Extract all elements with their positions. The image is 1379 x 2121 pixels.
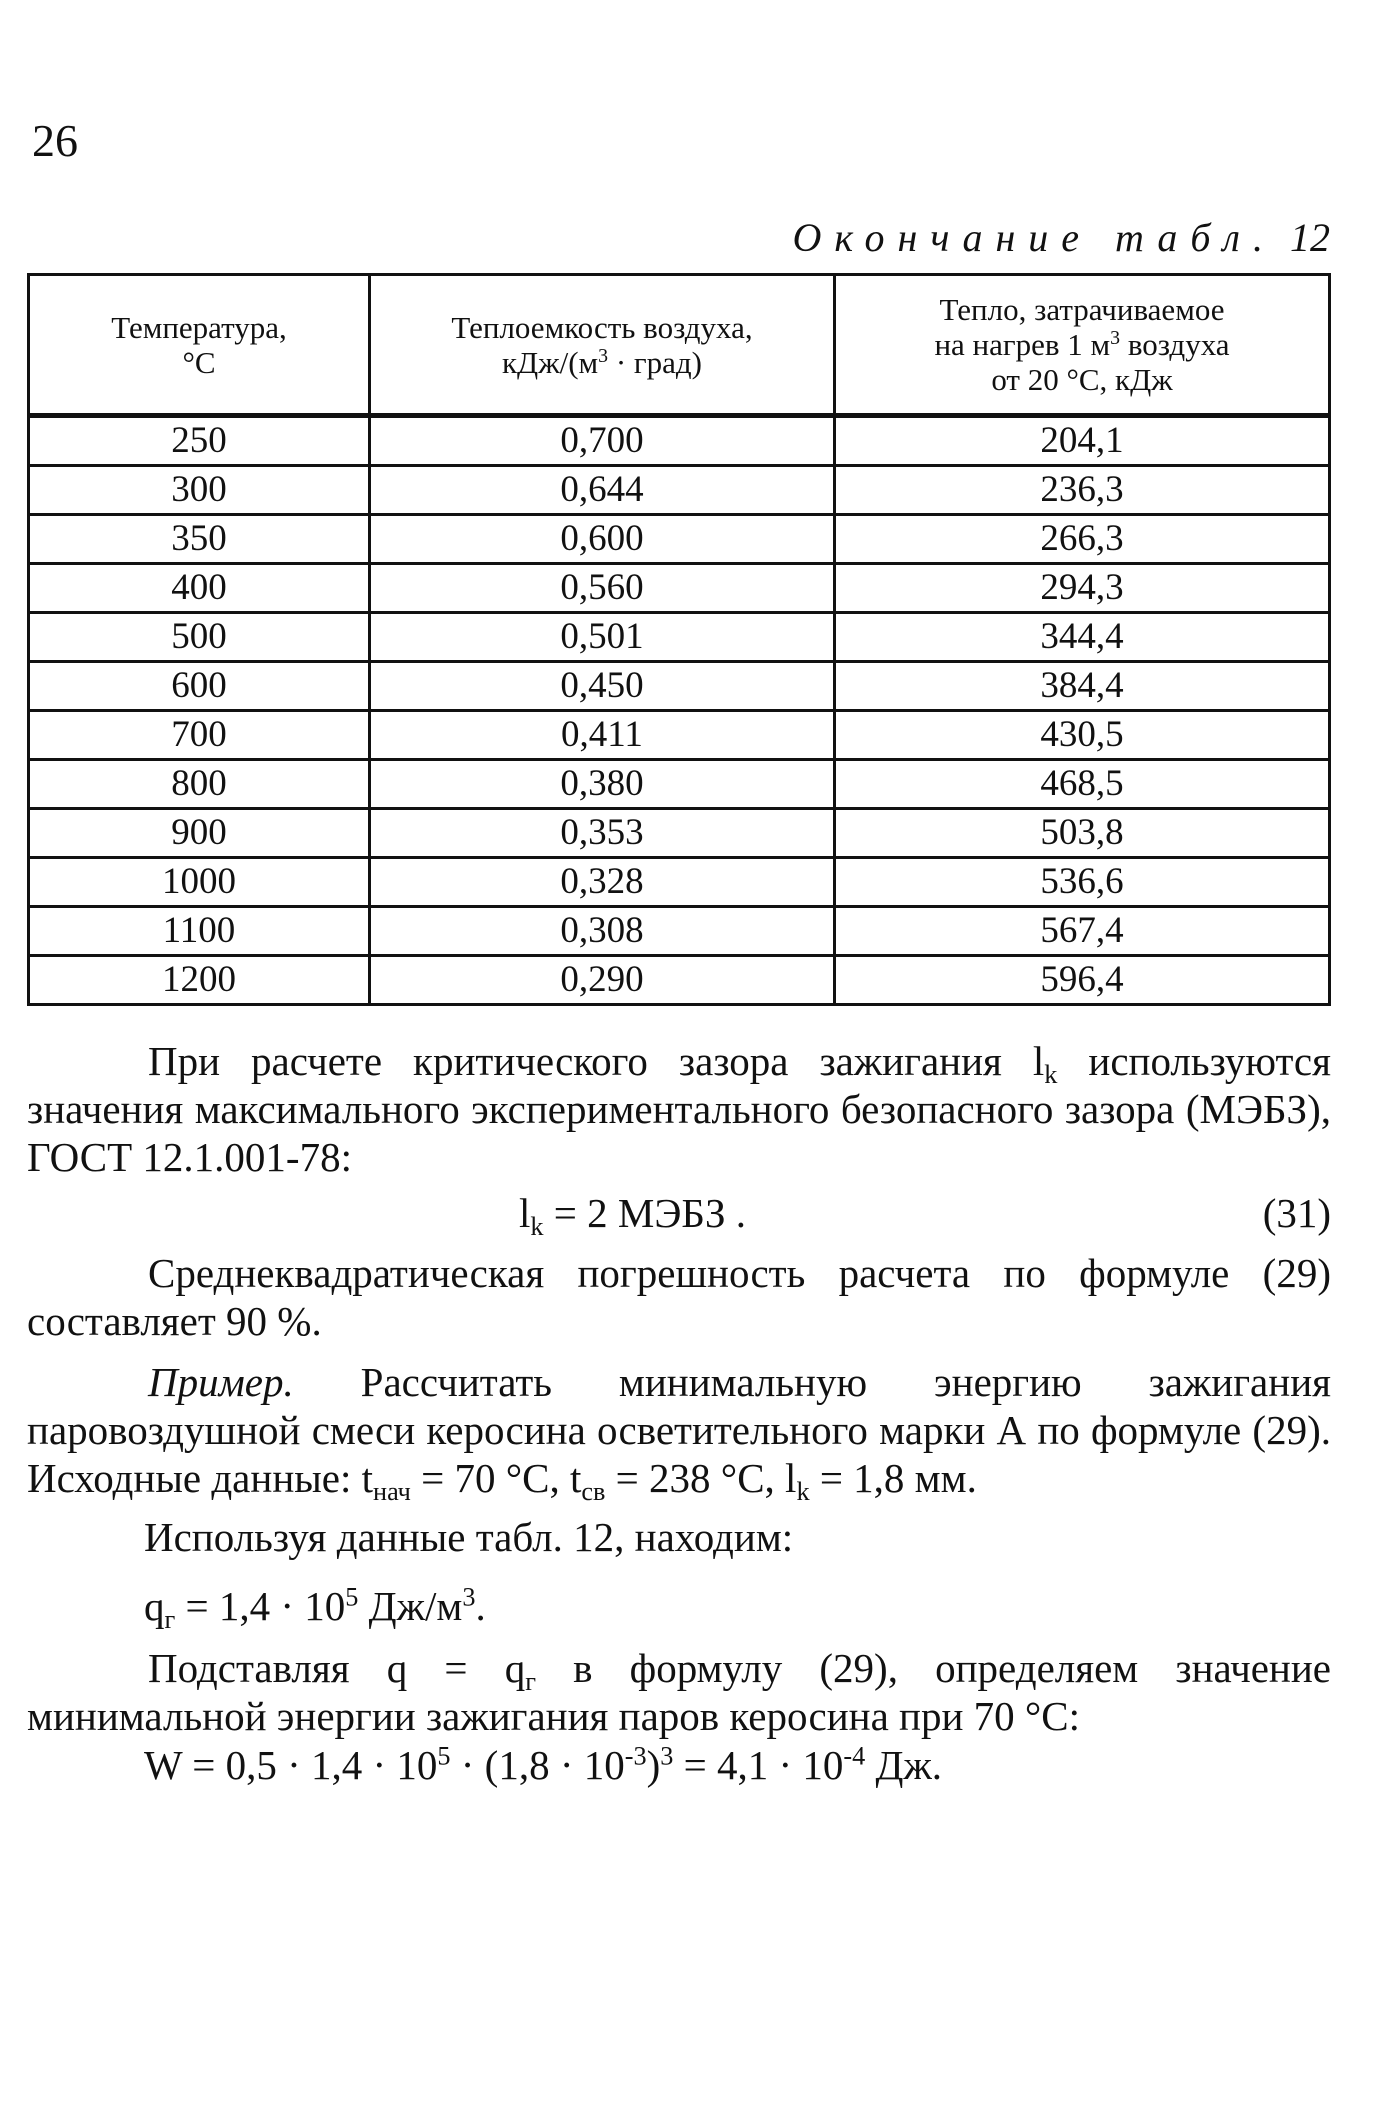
cell-heat-capacity: 0,290 [370, 956, 835, 1005]
table-row [29, 416, 1330, 466]
cell-temperature: 800 [29, 760, 370, 809]
formula-31-expression: $l_k = 2$ МЭБЗ . [519, 1190, 747, 1241]
cell-temperature: 250 [29, 416, 370, 466]
cell-heat-spent: 536,6 [835, 858, 1330, 907]
table-caption [792, 215, 1330, 260]
paragraph-substitute: Подставляя $q = q_г$ в формулу (29), определяем значение минимальной энергии зажигания паров керосина при 70 °С: [27, 1645, 1331, 1739]
paragraph-example: Пример. Рассчитать минимальную энергию зажигания паровоздушной смеси керосина осветительного марки А по формуле (29). Исходные данные: $t_{нач} = 70$ °С, $t_{св} = 238$ °С, $l_k = 1,8$ мм. [27, 1359, 1331, 1506]
table-row [29, 662, 1330, 711]
cell-temperature: 300 [29, 466, 370, 515]
cell-temperature: 700 [29, 711, 370, 760]
cell-heat-spent: 596,4 [835, 956, 1330, 1005]
formula-31-number: (31) [1262, 1190, 1331, 1236]
table-row [29, 515, 1330, 564]
table-row [29, 907, 1330, 956]
table-row [29, 466, 1330, 515]
cell-heat-spent: 430,5 [835, 711, 1330, 760]
table-row [29, 613, 1330, 662]
example-label: Пример. [148, 1359, 294, 1405]
table-row [29, 564, 1330, 613]
cell-heat-spent: 294,3 [835, 564, 1330, 613]
header-temperature: Температура, °С [29, 275, 370, 416]
formula-31 [27, 1189, 1331, 1241]
cell-heat-spent: 236,3 [835, 466, 1330, 515]
table-body [29, 416, 1330, 1005]
header-heat-capacity: Теплоемкость воздуха, кДж/($м^3$ · град) [370, 275, 835, 416]
cell-heat-spent: 384,4 [835, 662, 1330, 711]
cell-temperature: 350 [29, 515, 370, 564]
cell-heat-capacity: 0,380 [370, 760, 835, 809]
table-caption-number: 12 [1290, 215, 1330, 260]
cell-heat-capacity: 0,411 [370, 711, 835, 760]
paragraph-critical-gap: При расчете критического зазора зажигания $l_k$ используются значения максимального экспериментального безопасного зазора (МЭБЗ), ГОСТ 12.1.001-78: [27, 1038, 1331, 1180]
cell-heat-capacity: 0,450 [370, 662, 835, 711]
cell-heat-spent: 468,5 [835, 760, 1330, 809]
cell-heat-capacity: 0,644 [370, 466, 835, 515]
table-row [29, 711, 1330, 760]
header-heat-spent: Тепло, затрачиваемое на нагрев 1 $м^3$ воздуха от 20 °С, кДж [835, 275, 1330, 416]
cell-heat-capacity: 0,560 [370, 564, 835, 613]
cell-temperature: 1000 [29, 858, 370, 907]
q-formula: $q_г = 1,4 \cdot 10^5$ $Дж/м^3$. [144, 1582, 486, 1634]
table-header-row [29, 275, 1330, 416]
paragraph-using-data: Используя данные табл. 12, находим: [144, 1514, 794, 1560]
cell-heat-capacity: 0,700 [370, 416, 835, 466]
table-row [29, 809, 1330, 858]
cell-heat-capacity: 0,353 [370, 809, 835, 858]
table-row [29, 858, 1330, 907]
cell-temperature: 1200 [29, 956, 370, 1005]
table-caption-text: Окончание табл. [792, 215, 1276, 260]
table-row [29, 956, 1330, 1005]
cell-heat-capacity: 0,328 [370, 858, 835, 907]
cell-temperature: 1100 [29, 907, 370, 956]
cell-heat-capacity: 0,600 [370, 515, 835, 564]
cell-heat-spent: 503,8 [835, 809, 1330, 858]
data-table [27, 273, 1331, 1006]
cell-heat-spent: 567,4 [835, 907, 1330, 956]
cell-heat-spent: 204,1 [835, 416, 1330, 466]
paragraph-error: Среднеквадратическая погрешность расчета по формуле (29) составляет 90 %. [27, 1250, 1331, 1344]
cell-heat-spent: 266,3 [835, 515, 1330, 564]
cell-temperature: 600 [29, 662, 370, 711]
w-formula: $W = 0,5 \cdot 1,4 \cdot 10^5 \cdot (1,8 \cdot 10^{-3})^3 = 4,1 \cdot 10^{-4}$ Дж. [144, 1741, 943, 1788]
cell-temperature: 500 [29, 613, 370, 662]
cell-temperature: 400 [29, 564, 370, 613]
table-row [29, 760, 1330, 809]
cell-heat-capacity: 0,308 [370, 907, 835, 956]
cell-heat-spent: 344,4 [835, 613, 1330, 662]
cell-heat-capacity: 0,501 [370, 613, 835, 662]
cell-temperature: 900 [29, 809, 370, 858]
page-number: 26 [32, 115, 78, 166]
